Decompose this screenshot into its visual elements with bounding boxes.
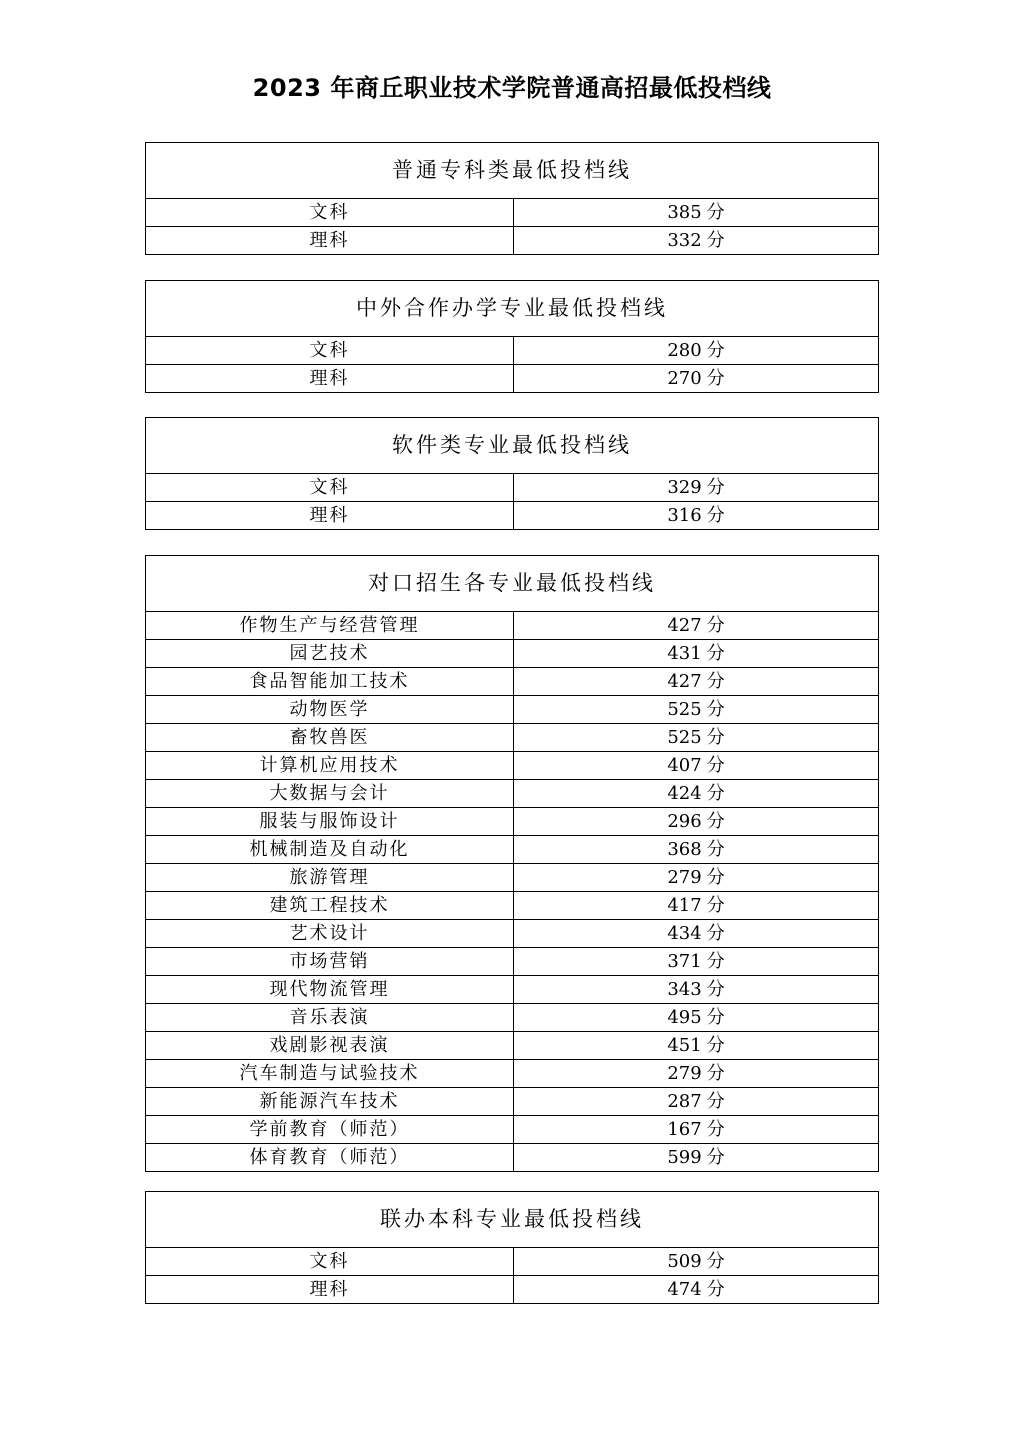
score-unit: 分 [706,1091,725,1112]
regular-college-table [145,142,879,255]
score-unit: 分 [706,230,725,251]
score-value: 316 [667,505,702,526]
score-value: 280 [667,340,702,361]
score-unit: 分 [706,1007,725,1028]
score-value: 427 [667,615,702,636]
score-unit: 分 [706,699,725,720]
score-value: 474 [667,1279,702,1300]
major-name-cell: 体育教育（师范） [146,1144,514,1171]
score-cell [514,337,878,364]
table-row [146,199,878,227]
score-unit: 分 [706,839,725,860]
table-row [146,502,878,529]
score-unit: 分 [706,951,725,972]
score-unit: 分 [706,783,725,804]
major-name-cell: 旅游管理 [146,864,514,891]
score-value: 368 [667,839,702,860]
score-cell [514,612,878,639]
score-value: 167 [667,1119,702,1140]
score-unit: 分 [706,867,725,888]
table-row [146,1004,878,1032]
score-unit: 分 [706,1035,725,1056]
table-row [146,808,878,836]
score-unit: 分 [706,811,725,832]
score-unit: 分 [706,202,725,223]
software-table [145,417,879,530]
table-row [146,1116,878,1144]
score-unit: 分 [706,1119,725,1140]
score-cell [514,1088,878,1115]
score-cell [514,752,878,779]
table-row [146,337,878,365]
score-cell [514,836,878,863]
table-row [146,1144,878,1171]
score-value: 279 [667,867,702,888]
major-name-cell: 文科 [146,474,514,501]
score-cell [514,920,878,947]
major-name-cell: 音乐表演 [146,1004,514,1031]
score-value: 427 [667,671,702,692]
section-heading: 联办本科专业最低投档线 [146,1192,878,1248]
major-name-cell: 文科 [146,1248,514,1275]
major-name-cell: 作物生产与经营管理 [146,612,514,639]
score-unit: 分 [706,979,725,1000]
score-cell [514,1032,878,1059]
score-value: 332 [667,230,702,251]
table-row [146,668,878,696]
score-value: 385 [667,202,702,223]
table-row [146,864,878,892]
score-cell [514,1276,878,1303]
score-cell [514,864,878,891]
score-value: 417 [667,895,702,916]
score-unit: 分 [706,727,725,748]
major-name-cell: 理科 [146,227,514,254]
score-cell [514,1116,878,1143]
major-name-cell: 畜牧兽医 [146,724,514,751]
major-name-cell: 现代物流管理 [146,976,514,1003]
table-row [146,920,878,948]
score-unit: 分 [706,923,725,944]
major-name-cell: 新能源汽车技术 [146,1088,514,1115]
score-cell [514,948,878,975]
sino-foreign-table [145,280,879,393]
score-unit: 分 [706,505,725,526]
table-row [146,640,878,668]
score-value: 343 [667,979,702,1000]
major-name-cell: 理科 [146,1276,514,1303]
table-row [146,752,878,780]
table-row [146,1060,878,1088]
major-name-cell: 食品智能加工技术 [146,668,514,695]
table-row [146,836,878,864]
table-row [146,1276,878,1303]
score-cell [514,365,878,392]
score-cell [514,1144,878,1171]
score-value: 509 [667,1251,702,1272]
major-name-cell: 理科 [146,502,514,529]
page-title: 2023 年商丘职业技术学院普通高招最低投档线 [252,74,772,102]
major-name-cell: 机械制造及自动化 [146,836,514,863]
major-name-cell: 汽车制造与试验技术 [146,1060,514,1087]
score-unit: 分 [706,671,725,692]
score-value: 296 [667,811,702,832]
score-cell [514,892,878,919]
score-unit: 分 [706,643,725,664]
table-row [146,474,878,502]
score-value: 599 [667,1147,702,1168]
table-row [146,696,878,724]
major-name-cell: 学前教育（师范） [146,1116,514,1143]
score-value: 424 [667,783,702,804]
vocational-direct-table [145,555,879,1172]
major-name-cell: 艺术设计 [146,920,514,947]
score-unit: 分 [706,1251,725,1272]
major-name-cell: 园艺技术 [146,640,514,667]
score-cell [514,808,878,835]
table-row [146,612,878,640]
score-unit: 分 [706,340,725,361]
score-value: 434 [667,923,702,944]
table-row [146,1032,878,1060]
joint-bachelor-table [145,1191,879,1304]
major-name-cell: 市场营销 [146,948,514,975]
section-heading: 中外合作办学专业最低投档线 [146,281,878,337]
score-unit: 分 [706,477,725,498]
table-row [146,780,878,808]
score-value: 270 [667,368,702,389]
table-row [146,1248,878,1276]
score-unit: 分 [706,615,725,636]
score-cell [514,640,878,667]
score-cell [514,780,878,807]
score-value: 279 [667,1063,702,1084]
table-row [146,227,878,254]
table-row [146,365,878,392]
score-cell [514,1060,878,1087]
score-unit: 分 [706,368,725,389]
score-value: 407 [667,755,702,776]
score-cell [514,1004,878,1031]
score-value: 525 [667,727,702,748]
major-name-cell: 服装与服饰设计 [146,808,514,835]
score-cell [514,1248,878,1275]
section-heading: 普通专科类最低投档线 [146,143,878,199]
score-value: 371 [667,951,702,972]
table-row [146,724,878,752]
score-cell [514,199,878,226]
score-cell [514,502,878,529]
major-name-cell: 建筑工程技术 [146,892,514,919]
score-cell [514,668,878,695]
major-name-cell: 大数据与会计 [146,780,514,807]
score-value: 495 [667,1007,702,1028]
score-cell [514,724,878,751]
score-unit: 分 [706,755,725,776]
score-value: 329 [667,477,702,498]
score-value: 525 [667,699,702,720]
score-value: 451 [667,1035,702,1056]
major-name-cell: 理科 [146,365,514,392]
major-name-cell: 计算机应用技术 [146,752,514,779]
score-unit: 分 [706,895,725,916]
table-row [146,1088,878,1116]
section-heading: 对口招生各专业最低投档线 [146,556,878,612]
score-value: 287 [667,1091,702,1112]
score-unit: 分 [706,1063,725,1084]
score-cell [514,696,878,723]
score-cell [514,227,878,254]
score-value: 431 [667,643,702,664]
major-name-cell: 戏剧影视表演 [146,1032,514,1059]
section-heading: 软件类专业最低投档线 [146,418,878,474]
major-name-cell: 动物医学 [146,696,514,723]
major-name-cell: 文科 [146,337,514,364]
score-unit: 分 [706,1147,725,1168]
table-row [146,948,878,976]
score-unit: 分 [706,1279,725,1300]
table-row [146,892,878,920]
score-cell [514,976,878,1003]
table-row [146,976,878,1004]
major-name-cell: 文科 [146,199,514,226]
score-cell [514,474,878,501]
